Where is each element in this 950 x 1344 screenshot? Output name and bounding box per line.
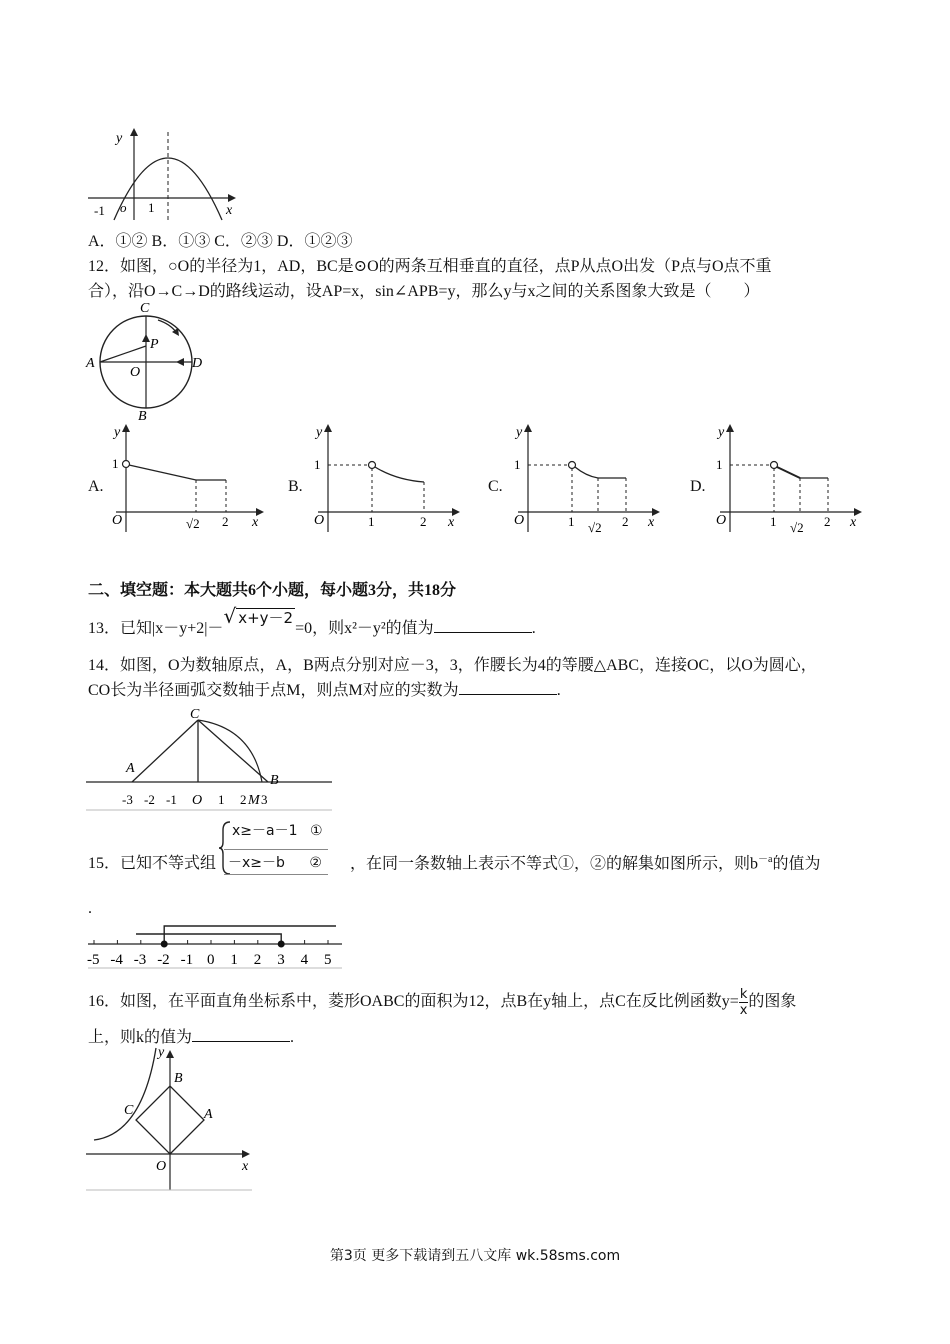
q15-set2-bracket: [136, 934, 281, 944]
q16-end: .: [290, 1029, 295, 1046]
q12-text-line2: 合），沿O→C→D的路线运动，设AP=x，sin∠APB=y，那么y与x之间的关系图象大致是（ ）: [88, 283, 760, 300]
q15-suffix-row: [350, 850, 820, 873]
q15-ineq2-row: [224, 849, 328, 875]
q12-B-tick-2: 2: [420, 514, 427, 529]
q13-answer-blank[interactable]: [434, 618, 532, 633]
q16-line1: [88, 987, 796, 1018]
q12-C-tick-sqrt2: √2: [588, 520, 602, 535]
q15-numberline: [86, 922, 346, 972]
q15-mark2: ②: [309, 855, 322, 871]
q12-B-tick-1: 1: [368, 514, 375, 529]
q15-tick-label: 1: [230, 952, 238, 968]
q16-frac-den: x: [739, 1003, 748, 1018]
q15-ineq2: －x≥－b: [228, 855, 285, 871]
q15-set1-bracket: [164, 926, 336, 944]
q14-text-line2: CO长为半径画弧交数轴于点M，则点M对应的实数为: [88, 682, 459, 699]
q12-option-C-graph: [510, 420, 660, 538]
q12-A-tick-2: 2: [222, 514, 229, 529]
q12-option-A-label: A.: [88, 478, 104, 495]
q12-D-tick-sqrt2: √2: [790, 520, 804, 535]
q12-C-one: 1: [514, 457, 521, 472]
q13-suffix: =0，则x²－y²的值为: [295, 620, 434, 637]
q12-C-tick-2: 2: [622, 514, 629, 529]
q12-C-o: O: [514, 513, 525, 528]
q12-A-tick-sqrt2: √2: [186, 516, 200, 531]
q16-answer-blank[interactable]: [192, 1027, 290, 1042]
q12-D-x: x: [850, 515, 857, 530]
q15-tick-label: -3: [133, 952, 147, 968]
q16-figure: [86, 1044, 254, 1192]
q15-tick-label: 2: [253, 952, 262, 968]
q12-D-tick-2: 2: [824, 514, 831, 529]
q14-tick-1: 1: [218, 792, 225, 807]
q12-A-one: 1: [112, 456, 119, 471]
q12-option-C-label: C.: [488, 478, 503, 495]
q15-right-endpoint: [278, 941, 285, 948]
q15-ineq1: x≥－a－1: [232, 823, 298, 839]
q12-A-o: O: [112, 513, 123, 528]
section2-title: 二、填空题：本大题共6个小题，每小题3分，共18分: [88, 582, 457, 599]
q12-label-C: C: [140, 301, 150, 316]
q12-label-P: P: [150, 337, 159, 352]
q15-tick-label: -4: [110, 952, 123, 968]
q11-x-label: x: [226, 203, 233, 218]
q15-suffix: ，在同一条数轴上表示不等式①，②的解集如图所示，则b: [350, 855, 759, 873]
q14-text-line1: 14．如图，O为数轴原点，A，B两点分别对应－3，3，作腰长为4的等腰△ABC，连接OC，以O为圆心，: [88, 657, 817, 674]
q12-label-A: A: [86, 356, 95, 371]
q15-tick-label: 5: [324, 952, 332, 968]
q14-tick-neg3: -3: [122, 792, 133, 807]
q12-option-D-label: D.: [690, 478, 706, 495]
q12-A-y: y: [114, 425, 121, 440]
q13-prefix: 13．已知|x－y+2|－: [88, 620, 224, 637]
q13-line: [88, 604, 536, 638]
q12-A-x: x: [252, 515, 259, 530]
q12-option-A-graph: [108, 420, 264, 538]
q11-options: A．①② B．①③ C．②③ D．①②③: [88, 233, 353, 250]
q12-C-tick-1: 1: [568, 514, 575, 529]
q12-D-o: O: [716, 513, 727, 528]
page-footer: 第3页 更多下载请到五八文库 wk.58sms.com: [329, 1248, 621, 1264]
q11-graph: [86, 126, 246, 222]
q14-tick-neg1: -1: [166, 792, 177, 807]
q16-frac-num: k: [739, 987, 748, 1002]
q16-label-C: C: [124, 1103, 134, 1118]
q16-label-y: y: [158, 1045, 165, 1060]
q12-label-O: O: [130, 365, 141, 380]
q15-dot: .: [88, 900, 92, 917]
q14-figure: [86, 704, 334, 812]
q13-sqrt: √ x+y－2: [223, 604, 294, 628]
q14-tick-2: 2: [240, 792, 247, 807]
q12-label-B: B: [138, 409, 147, 422]
q12-C-x: x: [648, 515, 655, 530]
q16-label-O: O: [156, 1159, 167, 1174]
q13-end: .: [531, 620, 536, 637]
q14-text-line2-wrap: [88, 677, 561, 700]
q15-tick-label: -2: [157, 952, 170, 968]
q11-o-label: o: [120, 200, 127, 215]
q13-radicand: x+y－2: [238, 609, 294, 627]
q12-D-y: y: [718, 425, 725, 440]
q12-C-y: y: [516, 425, 523, 440]
q12-B-x: x: [448, 515, 455, 530]
q15-tick-label: 3: [277, 952, 285, 968]
q14-end: .: [556, 682, 561, 699]
q12-label-D: D: [192, 356, 203, 371]
q14-label-B: B: [270, 773, 279, 788]
q16-text-line2: 上，则k的值为: [88, 1029, 193, 1046]
q15-tick-label: 0: [207, 952, 215, 968]
q14-answer-blank[interactable]: [459, 680, 557, 695]
q12-B-one: 1: [314, 457, 321, 472]
q12-circle-figure: [84, 298, 208, 422]
q14-tick-O: O: [192, 793, 203, 808]
q14-label-A: A: [126, 761, 135, 776]
q15-ineq1-row: [232, 820, 323, 840]
q15-suffix2: 的值为: [772, 855, 821, 873]
q16-label-x: x: [242, 1159, 249, 1174]
q15-sup: －a: [758, 854, 773, 865]
q15-left-endpoint: [161, 941, 168, 948]
q16-label-B: B: [174, 1071, 183, 1086]
q12-B-o: O: [314, 513, 325, 528]
q15-tick-label: 4: [300, 952, 309, 968]
q14-label-C: C: [190, 707, 200, 722]
q14-tick-3: 3: [261, 792, 268, 807]
q11-neg1-label: -1: [94, 203, 105, 218]
q12-D-tick-1: 1: [770, 514, 777, 529]
q11-one-label: 1: [148, 200, 155, 215]
q12-option-B-graph: [310, 420, 460, 538]
q11-y-label: y: [116, 131, 123, 146]
q16-text-line1b: 的图象: [748, 993, 797, 1011]
q15-tick-label: -5: [87, 952, 100, 968]
q14-tick-neg2: -2: [144, 792, 155, 807]
q16-text-line1a: 16．如图，在平面直角坐标系中，菱形OABC的面积为12，点B在y轴上，点C在反比例函数y=: [88, 993, 739, 1011]
q15-tick-label: -1: [180, 952, 194, 968]
q15-prefix: 15．已知不等式组: [88, 855, 217, 872]
q15-mark1: ①: [309, 823, 323, 839]
q12-B-y: y: [316, 425, 323, 440]
q16-label-A: A: [204, 1107, 213, 1122]
q12-option-D-graph: [712, 420, 862, 538]
q14-label-M: M: [248, 793, 260, 808]
q12-D-one: 1: [716, 457, 723, 472]
q12-text-line1: 12．如图，○O的半径为1，AD，BC是⊙O的两条互相垂直的直径，点P从点O出发（P点与O点不重: [88, 258, 772, 275]
q16-fraction: [739, 987, 749, 1018]
q12-option-B-label: B.: [288, 478, 303, 495]
